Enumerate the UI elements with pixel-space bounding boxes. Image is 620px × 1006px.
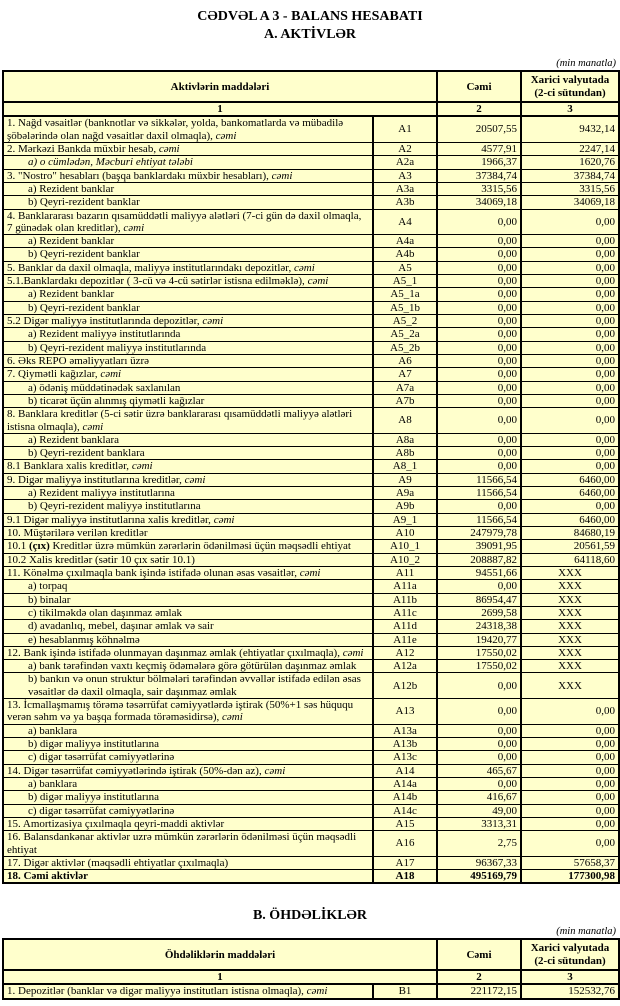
table-row bbox=[3, 288, 619, 301]
table-row bbox=[3, 660, 619, 673]
row-foreign-value: 9432,14 bbox=[521, 116, 619, 142]
liabilities-total-header: Cəmi bbox=[437, 939, 521, 970]
row-foreign-value: 0,00 bbox=[521, 831, 619, 857]
assets-items-header: Aktivlərin maddələri bbox=[3, 71, 437, 102]
row-label: 3. "Nostro" hesabları (başqa banklardakı müxbir hesabları), cəmi bbox=[3, 169, 373, 182]
row-label: 17. Digər aktivlər (məqsədli ehtiyatlar çıxılmaqla) bbox=[3, 856, 373, 869]
table-row bbox=[3, 699, 619, 725]
row-label: a) Rezident banklara bbox=[3, 433, 373, 446]
row-total-value: 0,00 bbox=[437, 394, 521, 407]
row-foreign-value: 0,00 bbox=[521, 328, 619, 341]
table-row bbox=[3, 856, 619, 869]
row-foreign-value: 0,00 bbox=[521, 447, 619, 460]
row-foreign-value: 0,00 bbox=[521, 460, 619, 473]
assets-foreign-header: Xarici valyutada (2-ci sütundan) bbox=[521, 71, 619, 102]
liabilities-col-number-1: 1 bbox=[3, 970, 437, 984]
row-foreign-value: 0,00 bbox=[521, 408, 619, 434]
row-total-value: 0,00 bbox=[437, 738, 521, 751]
table-row bbox=[3, 580, 619, 593]
row-foreign-value: 0,00 bbox=[521, 724, 619, 737]
row-total-value: 3315,56 bbox=[437, 182, 521, 195]
row-label: 1. Depozitlər (banklar və digər maliyyə institutları istisna olmaqla), cəmi bbox=[3, 984, 373, 998]
row-foreign-value: XXX bbox=[521, 633, 619, 646]
liabilities-header-row bbox=[3, 939, 619, 970]
row-label: 4. Banklararası bazarın qısamüddətli maliyyə alətləri (7-ci gün də daxil olmaqla, 7 günədək olan kreditlər), cəmi bbox=[3, 209, 373, 235]
row-label: c) digər təsərrüfat cəmiyyətlərinə bbox=[3, 804, 373, 817]
table-row bbox=[3, 487, 619, 500]
row-label: b) digər maliyyə institutlarına bbox=[3, 738, 373, 751]
row-foreign-value: 0,00 bbox=[521, 248, 619, 261]
row-foreign-value: 0,00 bbox=[521, 433, 619, 446]
row-total-value: 0,00 bbox=[437, 433, 521, 446]
row-foreign-value: XXX bbox=[521, 673, 619, 699]
row-code: A11d bbox=[373, 620, 437, 633]
row-label: 2. Mərkəzi Bankda müxbir hesab, cəmi bbox=[3, 142, 373, 155]
row-total-value: 19420,77 bbox=[437, 633, 521, 646]
table-row bbox=[3, 646, 619, 659]
row-foreign-value: XXX bbox=[521, 620, 619, 633]
row-total-value: 221172,15 bbox=[437, 984, 521, 998]
row-code: A5_2 bbox=[373, 315, 437, 328]
table-row bbox=[3, 394, 619, 407]
row-code: A11b bbox=[373, 593, 437, 606]
table-row bbox=[3, 566, 619, 579]
row-foreign-value: 0,00 bbox=[521, 368, 619, 381]
row-total-value: 3313,31 bbox=[437, 817, 521, 830]
row-label: 9.1 Digər maliyyə institutlarına xalis kreditlər, cəmi bbox=[3, 513, 373, 526]
row-label: b) Qeyri-rezident banklar bbox=[3, 301, 373, 314]
row-label: b) Qeyri-rezident banklara bbox=[3, 447, 373, 460]
row-code: A14c bbox=[373, 804, 437, 817]
row-label: b) bankın və onun struktur bölmələri tərəfindən əvvəllər istifadə edilən əsas vəsaitlər də daxil olmaqla, sair daşınmaz əmlak bbox=[3, 673, 373, 699]
table-row bbox=[3, 870, 619, 884]
row-foreign-value: 0,00 bbox=[521, 791, 619, 804]
row-label: c) tikilməkdə olan daşınmaz əmlak bbox=[3, 606, 373, 619]
row-foreign-value: 177300,98 bbox=[521, 870, 619, 884]
row-total-value: 0,00 bbox=[437, 301, 521, 314]
row-total-value: 0,00 bbox=[437, 447, 521, 460]
liabilities-col-number-2: 2 bbox=[437, 970, 521, 984]
table-row bbox=[3, 142, 619, 155]
row-code: A8a bbox=[373, 433, 437, 446]
row-label: 10.1 (çıx) Kreditlər üzrə mümkün zərərlərin ödənilməsi üçün məqsədli ehtiyat bbox=[3, 540, 373, 553]
assets-col-number-2: 2 bbox=[437, 102, 521, 116]
row-foreign-value: 57658,37 bbox=[521, 856, 619, 869]
row-code: A5_1b bbox=[373, 301, 437, 314]
row-foreign-value: XXX bbox=[521, 593, 619, 606]
row-foreign-value: XXX bbox=[521, 566, 619, 579]
row-label: 8. Banklara kreditlər (5-ci sətir üzrə banklararası qısamüddətli maliyyə alətləri istisna olmaqla), cəmi bbox=[3, 408, 373, 434]
table-row bbox=[3, 301, 619, 314]
row-code: A6 bbox=[373, 354, 437, 367]
row-label: 1. Nağd vəsaitlər (banknotlar və sikkələr, yolda, bankomatlarda və mübadilə şöbələrində olan nağd vəsaitlər daxil olmaqla), cəmi bbox=[3, 116, 373, 142]
table-row bbox=[3, 473, 619, 486]
table-row bbox=[3, 620, 619, 633]
table-row bbox=[3, 328, 619, 341]
table-row bbox=[3, 540, 619, 553]
row-foreign-value: 64118,60 bbox=[521, 553, 619, 566]
row-total-value: 86954,47 bbox=[437, 593, 521, 606]
row-label: 10.2 Xalis kreditlər (sətir 10 çıx sətir 10.1) bbox=[3, 553, 373, 566]
row-total-value: 0,00 bbox=[437, 408, 521, 434]
row-code: A2 bbox=[373, 142, 437, 155]
document-title: CƏDVƏL A 3 - BALANS HESABATI bbox=[197, 9, 423, 24]
row-total-value: 0,00 bbox=[437, 235, 521, 248]
row-label: a) banklara bbox=[3, 777, 373, 790]
row-label: a) bank tərəfindən vaxtı keçmiş ödəmələrə görə götürülən daşınmaz əmlak bbox=[3, 660, 373, 673]
row-total-value: 37384,74 bbox=[437, 169, 521, 182]
row-label: 18. Cəmi aktivlər bbox=[3, 870, 373, 884]
table-row bbox=[3, 182, 619, 195]
row-code: A3a bbox=[373, 182, 437, 195]
row-foreign-value: 0,00 bbox=[521, 777, 619, 790]
row-total-value: 0,00 bbox=[437, 777, 521, 790]
liabilities-col-number-3: 3 bbox=[521, 970, 619, 984]
row-label: b) binalar bbox=[3, 593, 373, 606]
table-row bbox=[3, 606, 619, 619]
row-label: 7. Qiymətli kağızlar, cəmi bbox=[3, 368, 373, 381]
row-foreign-value: 0,00 bbox=[521, 381, 619, 394]
row-foreign-value: 0,00 bbox=[521, 341, 619, 354]
row-foreign-value: 0,00 bbox=[521, 261, 619, 274]
row-code: A9b bbox=[373, 500, 437, 513]
assets-col-number-3: 3 bbox=[521, 102, 619, 116]
row-label: a) ödəniş müddətinədək saxlanılan bbox=[3, 381, 373, 394]
row-code: A3b bbox=[373, 196, 437, 209]
row-foreign-value: 3315,56 bbox=[521, 182, 619, 195]
row-code: A9a bbox=[373, 487, 437, 500]
row-foreign-value: 0,00 bbox=[521, 817, 619, 830]
table-row bbox=[3, 984, 619, 998]
row-total-value: 247979,78 bbox=[437, 527, 521, 540]
row-code: A13b bbox=[373, 738, 437, 751]
row-code: A5_1a bbox=[373, 288, 437, 301]
table-row bbox=[3, 116, 619, 142]
row-code: A16 bbox=[373, 831, 437, 857]
row-total-value: 20507,55 bbox=[437, 116, 521, 142]
row-label: 10. Müştərilərə verilən kreditlər bbox=[3, 527, 373, 540]
row-foreign-value: 0,00 bbox=[521, 354, 619, 367]
row-code: A2a bbox=[373, 156, 437, 169]
row-foreign-value: 6460,00 bbox=[521, 487, 619, 500]
unit-note-a: (min manatla) bbox=[556, 58, 616, 70]
table-row bbox=[3, 777, 619, 790]
row-label: 5. Banklar da daxil olmaqla, maliyyə institutlarındakı depozitlər, cəmi bbox=[3, 261, 373, 274]
row-label: e) hesablanmış köhnəlmə bbox=[3, 633, 373, 646]
table-row bbox=[3, 751, 619, 764]
row-code: A13a bbox=[373, 724, 437, 737]
row-foreign-value: XXX bbox=[521, 606, 619, 619]
row-code: A9_1 bbox=[373, 513, 437, 526]
row-foreign-value: XXX bbox=[521, 646, 619, 659]
row-code: A12 bbox=[373, 646, 437, 659]
row-foreign-value: XXX bbox=[521, 660, 619, 673]
row-total-value: 0,00 bbox=[437, 261, 521, 274]
row-label: c) digər təsərrüfat cəmiyyətlərinə bbox=[3, 751, 373, 764]
row-foreign-value: 37384,74 bbox=[521, 169, 619, 182]
row-foreign-value: 0,00 bbox=[521, 315, 619, 328]
row-total-value: 0,00 bbox=[437, 751, 521, 764]
row-code: A5_2b bbox=[373, 341, 437, 354]
row-label: 13. İcmallaşmamış törəmə təsərrüfat cəmiyyətlərdə iştirak (50%+1 səs hüququ verən səhm və ya başqa formada törəməsidirsə), cəmi bbox=[3, 699, 373, 725]
row-foreign-value: 0,00 bbox=[521, 301, 619, 314]
row-code: A7b bbox=[373, 394, 437, 407]
table-row bbox=[3, 381, 619, 394]
row-code: A11a bbox=[373, 580, 437, 593]
row-label: 16. Balansdankənar aktivlər uzrə mümkün zərərlərin ödənilməsi üçün məqsədli ehtiyat bbox=[3, 831, 373, 857]
row-foreign-value: 0,00 bbox=[521, 235, 619, 248]
table-row bbox=[3, 500, 619, 513]
row-code: A4a bbox=[373, 235, 437, 248]
row-label: a) Rezident banklar bbox=[3, 288, 373, 301]
row-foreign-value: 0,00 bbox=[521, 738, 619, 751]
table-row bbox=[3, 633, 619, 646]
row-total-value: 0,00 bbox=[437, 368, 521, 381]
row-foreign-value: 0,00 bbox=[521, 751, 619, 764]
row-total-value: 0,00 bbox=[437, 699, 521, 725]
row-label: 12. Bank işində istifadə olunmayan daşınmaz əmlak (ehtiyatlar çıxılmaqla), cəmi bbox=[3, 646, 373, 659]
liabilities-foreign-header: Xarici valyutada (2-ci sütundan) bbox=[521, 939, 619, 970]
liabilities-column-numbers-row bbox=[3, 970, 619, 984]
row-code: A5_1 bbox=[373, 275, 437, 288]
row-label: 14. Digər təsərrüfat cəmiyyətlərində iştirak (50%-dən az), cəmi bbox=[3, 764, 373, 777]
table-row bbox=[3, 460, 619, 473]
row-foreign-value: 0,00 bbox=[521, 275, 619, 288]
row-total-value: 2699,58 bbox=[437, 606, 521, 619]
row-label: b) Qeyri-rezident banklar bbox=[3, 196, 373, 209]
row-code: A11e bbox=[373, 633, 437, 646]
row-code: A12a bbox=[373, 660, 437, 673]
row-total-value: 416,67 bbox=[437, 791, 521, 804]
table-row bbox=[3, 275, 619, 288]
row-total-value: 94551,66 bbox=[437, 566, 521, 579]
row-total-value: 1966,37 bbox=[437, 156, 521, 169]
row-code: A13 bbox=[373, 699, 437, 725]
table-row bbox=[3, 764, 619, 777]
table-row bbox=[3, 673, 619, 699]
row-total-value: 11566,54 bbox=[437, 513, 521, 526]
row-total-value: 0,00 bbox=[437, 673, 521, 699]
row-code: A10_2 bbox=[373, 553, 437, 566]
unit-note-b: (min manatla) bbox=[556, 926, 616, 938]
row-foreign-value: 6460,00 bbox=[521, 513, 619, 526]
row-total-value: 0,00 bbox=[437, 500, 521, 513]
row-foreign-value: 0,00 bbox=[521, 500, 619, 513]
row-label: a) Rezident maliyyə institutlarında bbox=[3, 328, 373, 341]
row-total-value: 0,00 bbox=[437, 354, 521, 367]
table-row bbox=[3, 513, 619, 526]
row-label: 6. Əks REPO əməliyyatları üzrə bbox=[3, 354, 373, 367]
row-code: A17 bbox=[373, 856, 437, 869]
table-row bbox=[3, 196, 619, 209]
row-total-value: 17550,02 bbox=[437, 646, 521, 659]
row-foreign-value: 152532,76 bbox=[521, 984, 619, 998]
title-block bbox=[0, 0, 620, 44]
row-total-value: 0,00 bbox=[437, 381, 521, 394]
row-label: a) Rezident maliyyə institutlarına bbox=[3, 487, 373, 500]
table-row bbox=[3, 169, 619, 182]
row-code: A1 bbox=[373, 116, 437, 142]
row-code: A8_1 bbox=[373, 460, 437, 473]
row-label: 5.2 Digər maliyyə institutlarında depozitlər, cəmi bbox=[3, 315, 373, 328]
row-total-value: 17550,02 bbox=[437, 660, 521, 673]
section-b-title: B. ÖHDƏLİKLƏR bbox=[252, 908, 368, 924]
row-label: b) ticarət üçün alınmış qiymətli kağızlar bbox=[3, 394, 373, 407]
row-label: b) Qeyri-rezident maliyyə institutlarına bbox=[3, 500, 373, 513]
row-total-value: 0,00 bbox=[437, 315, 521, 328]
row-foreign-value: 0,00 bbox=[521, 804, 619, 817]
table-row bbox=[3, 209, 619, 235]
row-code: A5_2a bbox=[373, 328, 437, 341]
row-foreign-value: 34069,18 bbox=[521, 196, 619, 209]
assets-header-row bbox=[3, 71, 619, 102]
row-code: A14a bbox=[373, 777, 437, 790]
row-label: 5.1.Banklardakı depozitlər ( 3-cü və 4-cü sətirlər istisna edilməklə), cəmi bbox=[3, 275, 373, 288]
row-total-value: 39091,95 bbox=[437, 540, 521, 553]
liabilities-items-header: Öhdəliklərin maddələri bbox=[3, 939, 437, 970]
row-code: A7 bbox=[373, 368, 437, 381]
row-total-value: 495169,79 bbox=[437, 870, 521, 884]
row-code: B1 bbox=[373, 984, 437, 998]
table-row bbox=[3, 261, 619, 274]
row-label: a) torpaq bbox=[3, 580, 373, 593]
table-row bbox=[3, 738, 619, 751]
table-row bbox=[3, 235, 619, 248]
row-code: A15 bbox=[373, 817, 437, 830]
row-code: A9 bbox=[373, 473, 437, 486]
table-row bbox=[3, 527, 619, 540]
row-code: A4 bbox=[373, 209, 437, 235]
row-code: A11c bbox=[373, 606, 437, 619]
table-row bbox=[3, 791, 619, 804]
row-total-value: 4577,91 bbox=[437, 142, 521, 155]
row-total-value: 465,67 bbox=[437, 764, 521, 777]
row-total-value: 0,00 bbox=[437, 248, 521, 261]
row-label: b) Qeyri-rezident banklar bbox=[3, 248, 373, 261]
row-foreign-value: XXX bbox=[521, 580, 619, 593]
row-total-value: 0,00 bbox=[437, 724, 521, 737]
table-row bbox=[3, 593, 619, 606]
row-total-value: 0,00 bbox=[437, 341, 521, 354]
row-total-value: 96367,33 bbox=[437, 856, 521, 869]
row-label: a) Rezident banklar bbox=[3, 235, 373, 248]
table-row bbox=[3, 447, 619, 460]
row-code: A14b bbox=[373, 791, 437, 804]
row-foreign-value: 20561,59 bbox=[521, 540, 619, 553]
row-label: 15. Amortizasiya çıxılmaqla qeyri-maddi aktivlər bbox=[3, 817, 373, 830]
row-code: A18 bbox=[373, 870, 437, 884]
row-label: a) Rezident banklar bbox=[3, 182, 373, 195]
assets-total-header: Cəmi bbox=[437, 71, 521, 102]
row-label: 9. Digər maliyyə institutlarına kreditlər, cəmi bbox=[3, 473, 373, 486]
table-row bbox=[3, 248, 619, 261]
row-foreign-value: 0,00 bbox=[521, 764, 619, 777]
table-row bbox=[3, 817, 619, 830]
section-a-title: A. AKTİVLƏR bbox=[263, 27, 357, 43]
row-code: A13c bbox=[373, 751, 437, 764]
row-label: b) digər maliyyə institutlarına bbox=[3, 791, 373, 804]
row-foreign-value: 84680,19 bbox=[521, 527, 619, 540]
row-total-value: 0,00 bbox=[437, 288, 521, 301]
row-code: A4b bbox=[373, 248, 437, 261]
assets-column-numbers-row bbox=[3, 102, 619, 116]
row-total-value: 34069,18 bbox=[437, 196, 521, 209]
row-label: b) Qeyri-rezident maliyyə institutlarında bbox=[3, 341, 373, 354]
table-row bbox=[3, 724, 619, 737]
row-code: A8b bbox=[373, 447, 437, 460]
row-label: 11. Könəlmə çıxılmaqla bank işində istifadə olunan əsas vəsaitlər, cəmi bbox=[3, 566, 373, 579]
row-total-value: 49,00 bbox=[437, 804, 521, 817]
row-label: 8.1 Banklara xalis kreditlər, cəmi bbox=[3, 460, 373, 473]
liabilities-table bbox=[2, 938, 620, 999]
row-total-value: 0,00 bbox=[437, 580, 521, 593]
table-row bbox=[3, 553, 619, 566]
row-foreign-value: 0,00 bbox=[521, 209, 619, 235]
table-row bbox=[3, 315, 619, 328]
table-row bbox=[3, 433, 619, 446]
row-code: A12b bbox=[373, 673, 437, 699]
row-total-value: 208887,82 bbox=[437, 553, 521, 566]
row-foreign-value: 0,00 bbox=[521, 699, 619, 725]
table-row bbox=[3, 341, 619, 354]
row-foreign-value: 0,00 bbox=[521, 394, 619, 407]
row-total-value: 2,75 bbox=[437, 831, 521, 857]
row-label: d) avadanlıq, mebel, daşınar əmlak və sair bbox=[3, 620, 373, 633]
table-row bbox=[3, 408, 619, 434]
row-code: A7a bbox=[373, 381, 437, 394]
row-code: A3 bbox=[373, 169, 437, 182]
row-label: a) banklara bbox=[3, 724, 373, 737]
row-total-value: 0,00 bbox=[437, 328, 521, 341]
row-code: A8 bbox=[373, 408, 437, 434]
row-total-value: 0,00 bbox=[437, 275, 521, 288]
row-total-value: 11566,54 bbox=[437, 487, 521, 500]
row-code: A14 bbox=[373, 764, 437, 777]
row-foreign-value: 1620,76 bbox=[521, 156, 619, 169]
row-foreign-value: 0,00 bbox=[521, 288, 619, 301]
row-label: a) o cümlədən, Məcburi ehtiyat tələbi bbox=[3, 156, 373, 169]
row-total-value: 24318,38 bbox=[437, 620, 521, 633]
table-row bbox=[3, 354, 619, 367]
row-code: A10 bbox=[373, 527, 437, 540]
assets-col-number-1: 1 bbox=[3, 102, 437, 116]
row-code: A10_1 bbox=[373, 540, 437, 553]
row-code: A5 bbox=[373, 261, 437, 274]
row-code: A11 bbox=[373, 566, 437, 579]
table-row bbox=[3, 156, 619, 169]
row-foreign-value: 6460,00 bbox=[521, 473, 619, 486]
table-row bbox=[3, 804, 619, 817]
row-total-value: 0,00 bbox=[437, 209, 521, 235]
assets-table bbox=[2, 70, 620, 884]
row-total-value: 0,00 bbox=[437, 460, 521, 473]
table-row bbox=[3, 368, 619, 381]
table-row bbox=[3, 831, 619, 857]
row-total-value: 11566,54 bbox=[437, 473, 521, 486]
row-foreign-value: 2247,14 bbox=[521, 142, 619, 155]
